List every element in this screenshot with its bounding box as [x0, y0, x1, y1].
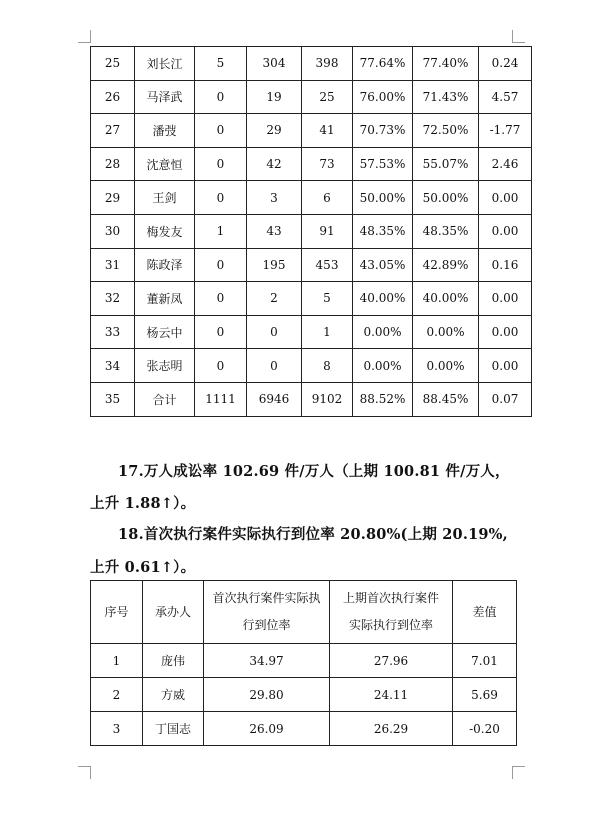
table-cell-name: 陈政泽 [135, 248, 195, 282]
table-cell-c1: 0 [195, 282, 247, 316]
table-cell-previous: 26.29 [330, 712, 453, 746]
header-diff: 差值 [453, 581, 517, 644]
table-cell-previous: 24.11 [330, 678, 453, 712]
table-cell-r2: 40.00% [413, 282, 479, 316]
table-cell-r1: 50.00% [353, 181, 413, 215]
table-row [91, 712, 517, 746]
table-cell-current: 29.80 [204, 678, 330, 712]
table-cell-name: 刘长江 [135, 47, 195, 81]
table-row [91, 114, 532, 148]
table-cell-r1: 70.73% [353, 114, 413, 148]
table-header-row [91, 581, 517, 644]
table-row [91, 47, 532, 81]
table-cell-c2: 3 [247, 181, 302, 215]
table-cell-c3: 398 [302, 47, 353, 81]
table-row [91, 678, 517, 712]
table-cell-c2: 29 [247, 114, 302, 148]
table-cell-c1: 0 [195, 349, 247, 383]
table-cell-c3: 6 [302, 181, 353, 215]
table-cell-diff: 2.46 [479, 147, 532, 181]
table-cell-diff: 0.00 [479, 315, 532, 349]
page-corner-mark-top-left [78, 30, 91, 43]
table-cell-r1: 77.64% [353, 47, 413, 81]
table-cell-r2: 48.35% [413, 214, 479, 248]
table-cell-name: 董新凤 [135, 282, 195, 316]
table-cell-diff: 0.00 [479, 349, 532, 383]
header-previous-rate: 上期首次执行案件实际执行到位率 [330, 581, 453, 644]
table-cell-r2: 0.00% [413, 315, 479, 349]
table-cell-c2: 0 [247, 349, 302, 383]
table-cell-r1: 57.53% [353, 147, 413, 181]
table-row [91, 214, 532, 248]
table-cell-diff: 0.00 [479, 282, 532, 316]
table-cell-c3: 41 [302, 114, 353, 148]
table-cell-c1: 0 [195, 80, 247, 114]
table-cell-c1: 0 [195, 248, 247, 282]
table-cell-no: 33 [91, 315, 135, 349]
table-cell-diff: -0.20 [453, 712, 517, 746]
table-cell-diff: 7.01 [453, 644, 517, 678]
table-cell-name: 丁国志 [143, 712, 204, 746]
table-cell-c2: 43 [247, 214, 302, 248]
table-cell-r2: 55.07% [413, 147, 479, 181]
execution-rate-table [90, 580, 517, 746]
table-cell-r1: 43.05% [353, 248, 413, 282]
table-cell-r2: 72.50% [413, 114, 479, 148]
table-row [91, 248, 532, 282]
table-cell-no: 25 [91, 47, 135, 81]
table-cell-c3: 73 [302, 147, 353, 181]
table-cell-no: 28 [91, 147, 135, 181]
table-row [91, 349, 532, 383]
table-row [91, 382, 532, 416]
table-cell-no: 2 [91, 678, 143, 712]
table-cell-r1: 0.00% [353, 349, 413, 383]
table-cell-c3: 453 [302, 248, 353, 282]
table-cell-c1: 5 [195, 47, 247, 81]
table-cell-c1: 0 [195, 315, 247, 349]
table-cell-diff: -1.77 [479, 114, 532, 148]
table-cell-name: 合计 [135, 382, 195, 416]
table-row [91, 315, 532, 349]
table-cell-diff: 0.00 [479, 214, 532, 248]
ranking-table-body [91, 47, 532, 417]
table-cell-diff: 4.57 [479, 80, 532, 114]
table-cell-c2: 2 [247, 282, 302, 316]
table-cell-name: 张志明 [135, 349, 195, 383]
table-cell-c1: 1 [195, 214, 247, 248]
section-17-line-1: 17.万人成讼率 102.69 件/万人（上期 100.81 件/万人， [118, 463, 510, 480]
table-row [91, 644, 517, 678]
ranking-table [90, 46, 532, 417]
table-cell-r1: 76.00% [353, 80, 413, 114]
table-cell-r1: 88.52% [353, 382, 413, 416]
header-current-rate: 首次执行案件实际执行到位率 [204, 581, 330, 644]
table-cell-r2: 77.40% [413, 47, 479, 81]
table-cell-c3: 1 [302, 315, 353, 349]
table-cell-c2: 0 [247, 315, 302, 349]
table-cell-c1: 0 [195, 181, 247, 215]
header-seq: 序号 [91, 581, 143, 644]
table-cell-diff: 5.69 [453, 678, 517, 712]
table-cell-r2: 71.43% [413, 80, 479, 114]
table-cell-name: 庞伟 [143, 644, 204, 678]
table-cell-c2: 6946 [247, 382, 302, 416]
table-cell-current: 26.09 [204, 712, 330, 746]
table-cell-r1: 48.35% [353, 214, 413, 248]
page-corner-mark-bottom-left [78, 766, 91, 779]
table-cell-no: 35 [91, 382, 135, 416]
table-cell-name: 沈意恒 [135, 147, 195, 181]
table-cell-current: 34.97 [204, 644, 330, 678]
table-cell-r2: 42.89% [413, 248, 479, 282]
table-cell-name: 王剑 [135, 181, 195, 215]
table-cell-diff: 0.16 [479, 248, 532, 282]
table-cell-diff: 0.24 [479, 47, 532, 81]
section-18-line-2: 上升 0.61↑）。 [90, 559, 196, 576]
table-row [91, 80, 532, 114]
table-cell-c2: 42 [247, 147, 302, 181]
table-cell-r1: 0.00% [353, 315, 413, 349]
table-cell-r2: 0.00% [413, 349, 479, 383]
table-cell-c2: 304 [247, 47, 302, 81]
table-cell-no: 29 [91, 181, 135, 215]
page-corner-mark-top-right [512, 30, 525, 43]
table-cell-c3: 8 [302, 349, 353, 383]
execution-rate-table-body [91, 644, 517, 746]
table-row [91, 181, 532, 215]
table-cell-no: 26 [91, 80, 135, 114]
table-cell-no: 30 [91, 214, 135, 248]
table-cell-previous: 27.96 [330, 644, 453, 678]
table-cell-diff: 0.07 [479, 382, 532, 416]
table-cell-c2: 195 [247, 248, 302, 282]
table-cell-no: 34 [91, 349, 135, 383]
table-cell-no: 27 [91, 114, 135, 148]
table-cell-c1: 1111 [195, 382, 247, 416]
table-cell-r1: 40.00% [353, 282, 413, 316]
table-cell-name: 马泽武 [135, 80, 195, 114]
table-cell-name: 梅发友 [135, 214, 195, 248]
section-17-line-2: 上升 1.88↑）。 [90, 495, 196, 512]
table-cell-no: 31 [91, 248, 135, 282]
table-cell-r2: 50.00% [413, 181, 479, 215]
table-cell-no: 1 [91, 644, 143, 678]
table-cell-c1: 0 [195, 147, 247, 181]
table-cell-no: 32 [91, 282, 135, 316]
table-cell-name: 杨云中 [135, 315, 195, 349]
table-cell-name: 潘弢 [135, 114, 195, 148]
table-cell-name: 方威 [143, 678, 204, 712]
table-cell-no: 3 [91, 712, 143, 746]
table-cell-c1: 0 [195, 114, 247, 148]
page-corner-mark-bottom-right [512, 766, 525, 779]
table-cell-c3: 25 [302, 80, 353, 114]
section-18-line-1: 18.首次执行案件实际执行到位率 20.80%(上期 20.19%, [118, 526, 508, 543]
table-row [91, 147, 532, 181]
table-cell-c3: 91 [302, 214, 353, 248]
table-cell-diff: 0.00 [479, 181, 532, 215]
table-cell-c3: 5 [302, 282, 353, 316]
table-cell-c2: 19 [247, 80, 302, 114]
table-row [91, 282, 532, 316]
table-cell-c3: 9102 [302, 382, 353, 416]
header-handler: 承办人 [143, 581, 204, 644]
table-cell-r2: 88.45% [413, 382, 479, 416]
